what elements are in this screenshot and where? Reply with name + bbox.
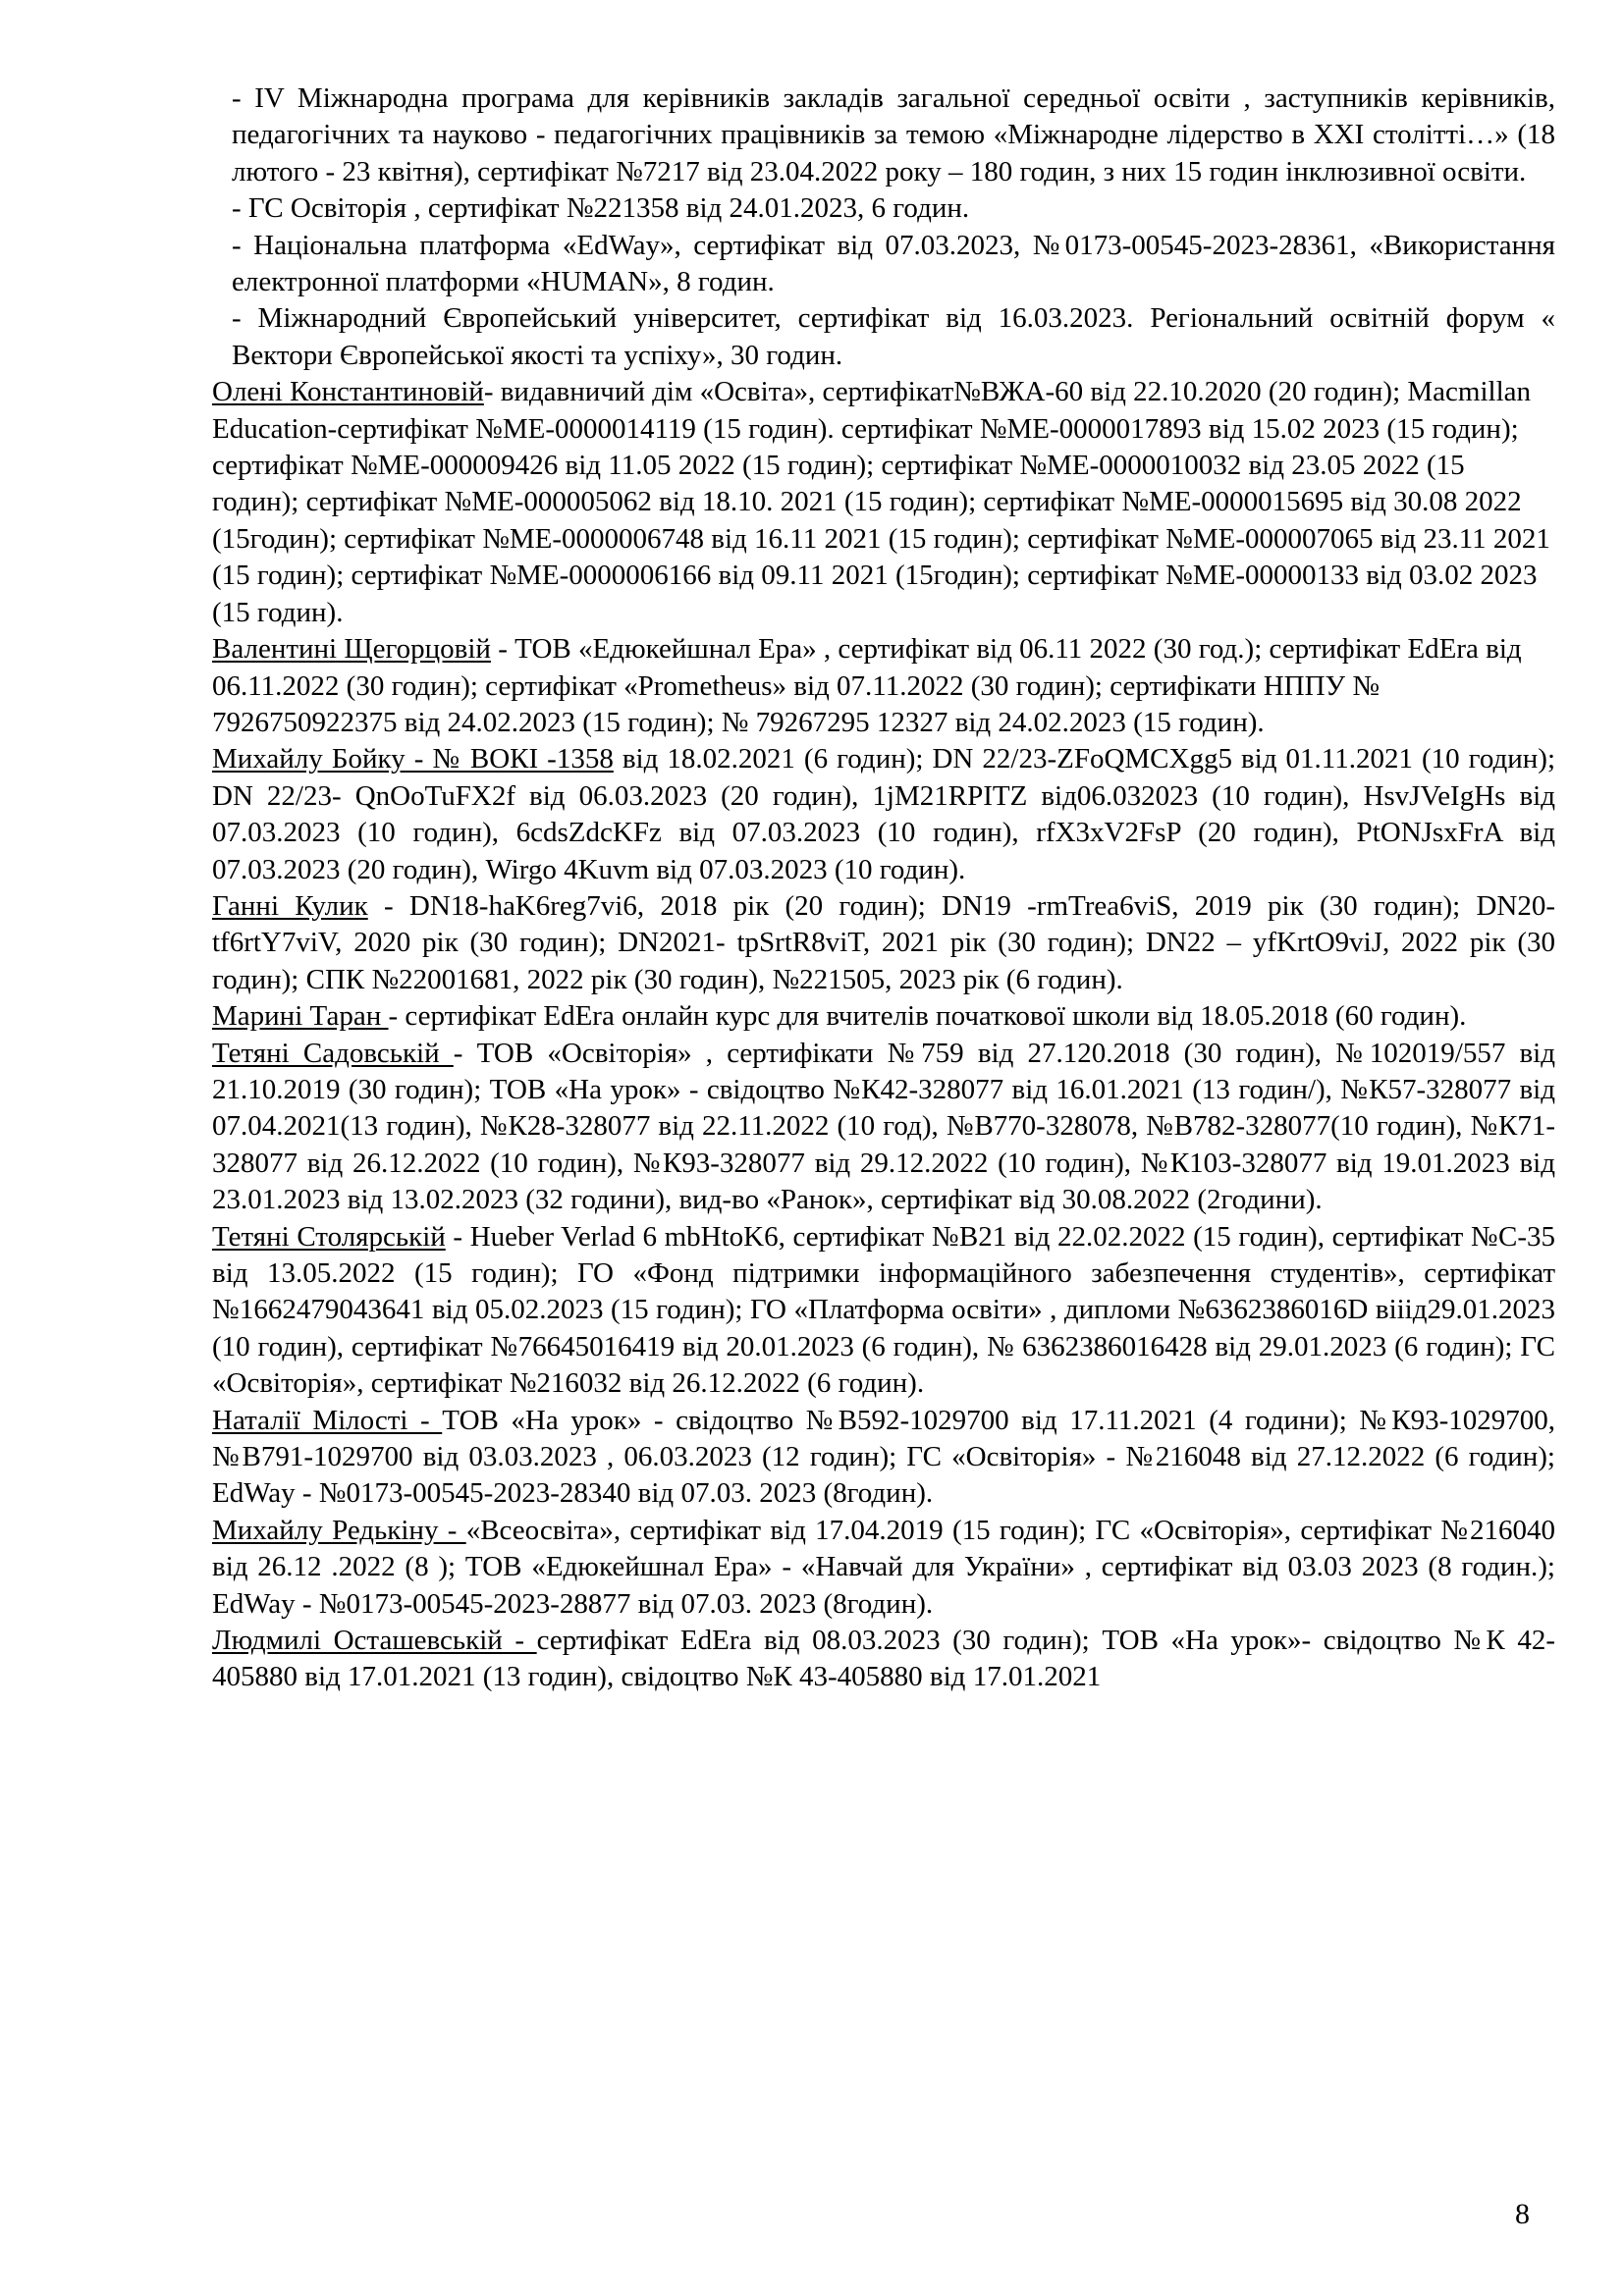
teacher-name: Валентині Щегорцовій — [212, 633, 491, 666]
paragraph-text: сертифікат EdEra від 08.03.2023 (30 годин); ТОВ «На урок»- свідоцтво №К 42-405880 від 17.01.2021 (13 годин), свідоцтво №К 43-405880 від 17.01.2021 — [212, 1625, 1556, 1693]
teacher-name: Олені Константиновій — [212, 376, 484, 408]
teacher-name: Тетяні Столярській — [212, 1220, 446, 1253]
paragraph-text: «Всеосвіта», сертифікат від 17.04.2019 (15 годин); ГС «Освіторія», сертифікат №216040 від 26.12 .2022 (8 ); ТОВ «Едюкейшнал Ера» - «Навчай для України» , сертифікат від 03.03 2023 (8 годин.); EdWay - №0173-00545-2023-28877 від 07.03. 2023 (8годин). — [212, 1514, 1555, 1620]
teacher-name: Людмилі Осташевській - — [212, 1625, 537, 1657]
paragraph-text: - видавничий дім «Освіта», сертифікат№ВЖА-60 від 22.10.2020 (20 годин); Macmillan Education-сертифікат №ME-0000014119 (15 годин). сертифікат №ME-0000017893 від 15.02 2023 (15 годин); сертифікат №ME-000009426 від 11.05 2022 (15 годин); сертифікат №ME-0000010032 від 23.05 2022 (15 годин); сертифікат №ME-000005062 від 18.10. 2021 (15 годин); сертифікат №ME-0000015695 від 30.08 2022 (15годин); сертифікат №ME-0000006748 від 16.11 2021 (15 годин); сертифікат №ME-000007065 від 23.11 2021 (15 годин); сертифікат №ME-0000006166 від 09.11 2021 (15годин); сертифікат №ME-00000133 від 03.02 2023 (15 годин). — [212, 376, 1550, 628]
paragraph-text: - DN18-haK6reg7vi6, 2018 рік (20 годин); DN19 -rmTrea6viS, 2019 рік (30 годин); DN20- tf6rtY7viV, 2020 рік (30 годин); DN2021- tpSrtR8viT, 2021 рік (30 годин); DN22 – yfKrtO9viJ, 2022 рік (30 годин); СПК №22001681, 2022 рік (30 годин), №221505, 2023 рік (6 годин). — [212, 889, 1555, 995]
teacher-paragraph — [212, 1403, 1555, 1513]
teacher-paragraph — [212, 374, 1555, 631]
teacher-paragraph — [212, 888, 1555, 998]
teacher-name: Михайлу Бойку - № ВОКІ -1358 — [212, 743, 614, 775]
teacher-paragraph — [212, 741, 1555, 888]
paragraph-text: - ТОВ «Едюкейшнал Ера» , сертифікат від 06.11 2022 (30 год.); сертифікат EdEra від 06.11.2022 (30 годин); сертифікат «Prometheus» від 07.11.2022 (30 годин); сертифікати НППУ № 7926750922375 від 24.02.2023 (15 годин); № 79267295 12327 від 24.02.2023 (15 годин). — [212, 633, 1522, 738]
teacher-paragraph — [212, 1036, 1555, 1219]
paragraph-text: - Міжнародний Європейський університет, сертифікат від 16.03.2023. Регіональний освітній форум « Вектори Європейської якості та успіху», 30 годин. — [232, 302, 1555, 371]
bullet-paragraph — [212, 228, 1555, 301]
bullet-paragraph — [212, 300, 1555, 374]
paragraph-text: - ТОВ «Освіторія» , сертифікати №759 від 27.120.2018 (30 годин), №102019/557 від 21.10.2019 (30 годин); ТОВ «На урок» - свідоцтво №К42-328077 від 16.01.2021 (13 годин/), №К57-328077 від 07.04.2021(13 годин), №К28-328077 від 22.11.2022 (10 год), №В770-328078, №В782-328077(10 годин), №К71-328077 від 26.12.2022 (10 годин), №К93-328077 від 29.12.2022 (10 годин), №К103-328077 від 19.01.2023 від 23.01.2023 від 13.02.2023 (32 години), вид-во «Ранок», сертифікат від 30.08.2022 (2години). — [212, 1037, 1555, 1216]
teacher-name: Ганні Кулик — [212, 889, 368, 922]
page-number: 8 — [1515, 2198, 1530, 2230]
teacher-paragraph — [212, 998, 1555, 1035]
paragraph-text: - Hueber Verlad 6 mbHtoK6, сертифікат №В21 від 22.02.2022 (15 годин), сертифікат №С-35 від 13.05.2022 (15 годин); ГО «Фонд підтримки інформаційного забезпечення студентів», сертифікат №1662479043641 від 05.02.2023 (15 годин); ГО «Платформа освіти» , дипломи №6362386016D віiід29.01.2023 (10 годин), сертифікат №76645016419 від 20.01.2023 (6 годин), № 6362386016428 від 29.01.2023 (6 годин); ГС «Освіторія», сертифікат №216032 від 26.12.2022 (6 годин). — [212, 1220, 1555, 1400]
teacher-name: Тетяні Садовській — [212, 1037, 454, 1069]
paragraph-text: - ГС Освіторія , сертифікат №221358 від 24.01.2023, 6 годин. — [232, 192, 970, 225]
teacher-name: Михайлу Редькіну - — [212, 1514, 466, 1546]
teacher-paragraph — [212, 1219, 1555, 1403]
teacher-name: Наталії Мілості - — [212, 1404, 443, 1436]
paragraph-text: ТОВ «На урок» - свідоцтво №В592-1029700 від 17.11.2021 (4 години); №К93-1029700, №В791-1029700 від 03.03.2023 , 06.03.2023 (12 годин); ГС «Освіторія» - №216048 від 27.12.2022 (6 годин); EdWay - №0173-00545-2023-28340 від 07.03. 2023 (8годин). — [212, 1404, 1556, 1510]
paragraph-text: - сертифікат EdEra онлайн курс для вчителів початкової школи від 18.05.2018 (60 годин). — [388, 1000, 1467, 1033]
bullet-paragraph — [212, 80, 1555, 190]
teacher-paragraph — [212, 631, 1555, 741]
teacher-paragraph — [212, 1623, 1555, 1696]
teacher-name: Марині Таран — [212, 1000, 389, 1033]
bullet-paragraph — [212, 190, 1555, 227]
paragraph-text: від 18.02.2021 (6 годин); DN 22/23-ZFoQMCXgg5 від 01.11.2021 (10 годин); DN 22/23- QnOoTuFX2f від 06.03.2023 (20 годин), 1jM21RPITZ від06.032023 (10 годин), HsvJVeIgHs від 07.03.2023 (10 годин), 6cdsZdcKFz від 07.03.2023 (10 годин), rfX3xV2FsP (20 годин), PtONJsxFrA від 07.03.2023 (20 годин), Wirgo 4Kuvm від 07.03.2023 (10 годин). — [212, 743, 1555, 885]
paragraph-text: - Національна платформа «EdWay», сертифікат від 07.03.2023, №0173-00545-2023-28361, «Використання електронної платформи «HUMAN», 8 годин. — [232, 229, 1555, 298]
teacher-paragraph — [212, 1513, 1555, 1623]
paragraph-text: - IV Міжнародна програма для керівників закладів загальної середньої освіти , заступників керівників, педагогічних та науково - педагогічних працівників за темою «Міжнародне лідерство в ХХІ столітті…» (18 лютого - 23 квітня), сертифікат №7217 від 23.04.2022 року – 180 годин, з них 15 годин інклюзивної освіти. — [232, 82, 1555, 187]
page-content — [212, 80, 1555, 1696]
